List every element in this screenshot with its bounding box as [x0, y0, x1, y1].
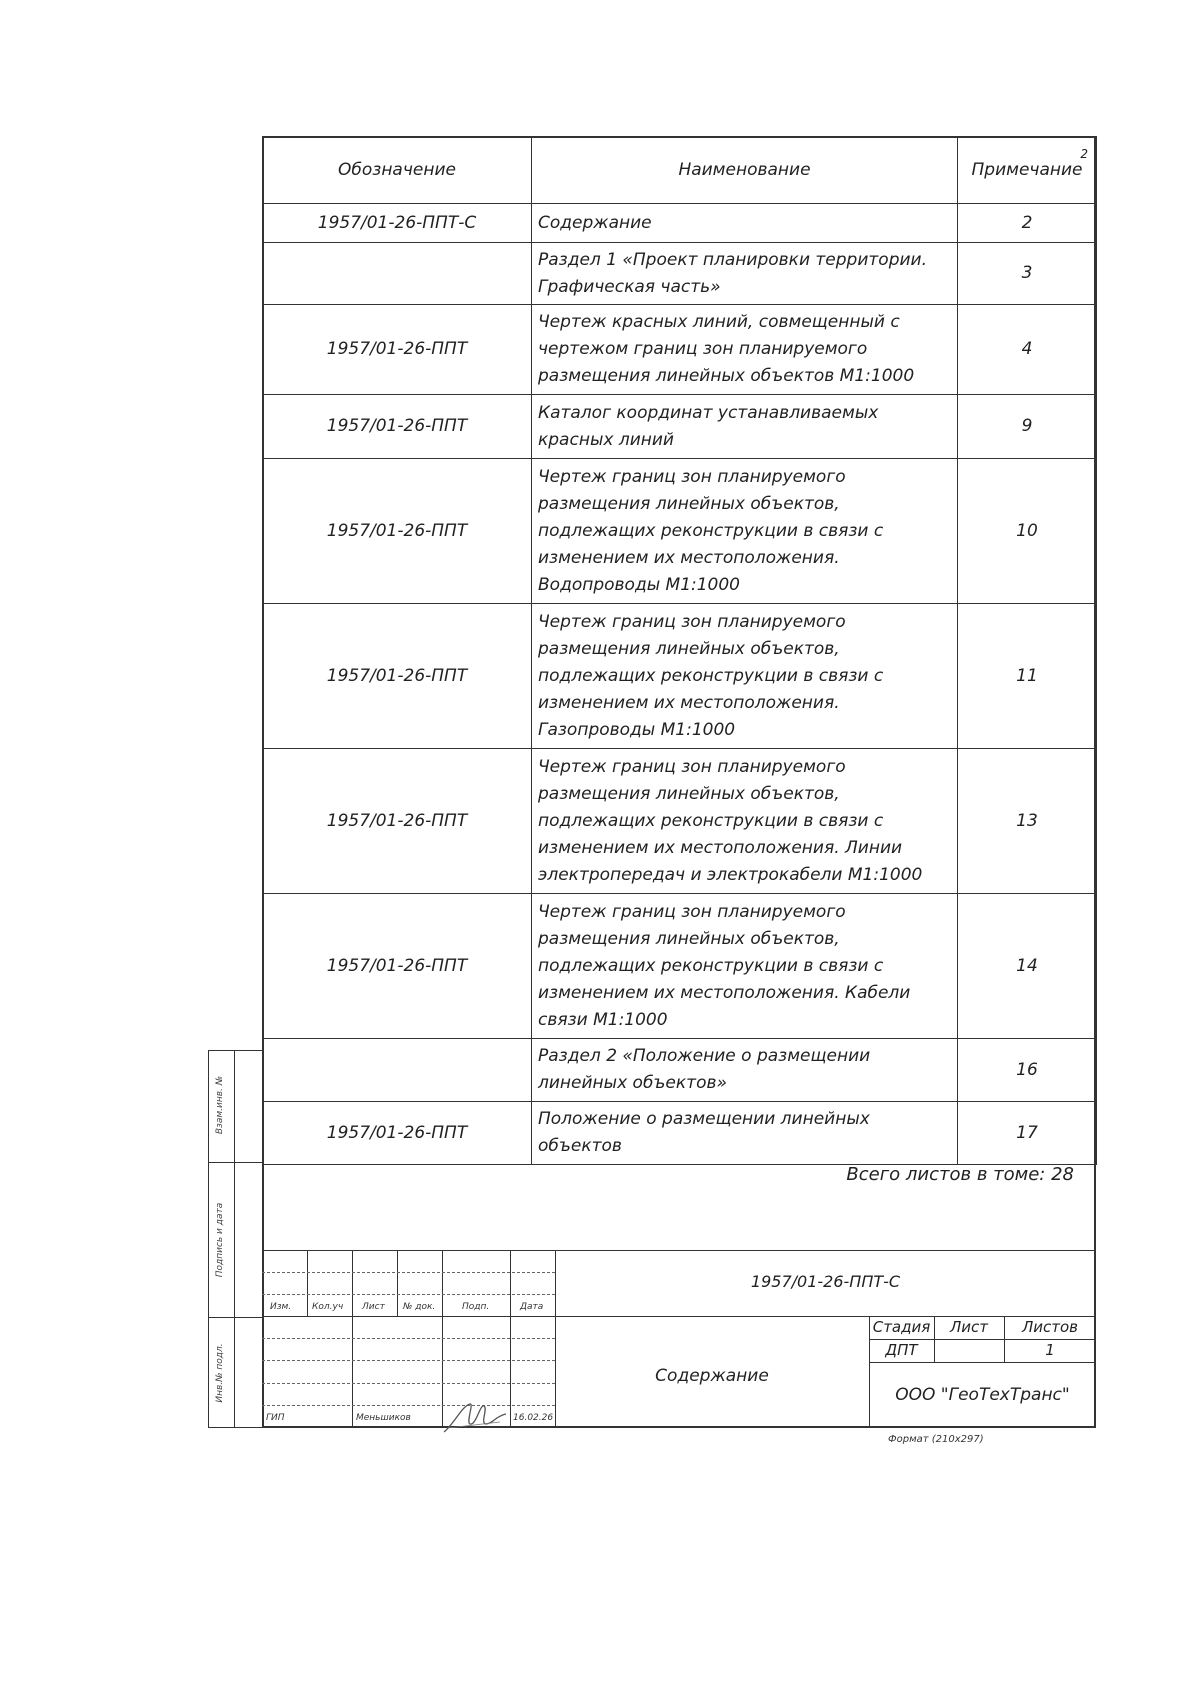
- row-name: Каталог координат устанавливаемых красных линий: [532, 395, 958, 459]
- table-row: [263, 459, 1097, 604]
- column-header-note-label: Примечание: [971, 159, 1083, 180]
- row-designation: [263, 1039, 532, 1102]
- table-header-row: [263, 137, 1097, 204]
- header-sign: Подп.: [462, 1302, 490, 1312]
- sheet-label: Лист: [949, 1318, 988, 1336]
- company-name: ООО "ГеоТехТранс": [895, 1385, 1070, 1405]
- signature-image: [440, 1398, 510, 1438]
- page-number: 2: [1080, 147, 1088, 161]
- grid-v1: [307, 1250, 308, 1316]
- row-name: Положение о размещении линейных объектов: [532, 1102, 958, 1165]
- grid-h6: [262, 1405, 555, 1406]
- table-row: [263, 1039, 1097, 1102]
- side-label-inv-orig: Инв.№ подл.: [215, 1343, 225, 1403]
- row-note: 11: [958, 604, 1097, 749]
- row-name: Чертеж границ зон планируемого размещения линейных объектов, подлежащих реконструкции в связи с изменением их местоположения. Водопроводы М1:1000: [532, 459, 958, 604]
- column-header-designation: Обозначение: [263, 137, 532, 204]
- row-designation: 1957/01-26-ППТ: [263, 749, 532, 894]
- stage-label: Стадия: [872, 1318, 931, 1336]
- header-izm: Изм.: [270, 1302, 292, 1312]
- row-note: 4: [958, 305, 1097, 395]
- grid-h2: [262, 1294, 555, 1295]
- row-designation: 1957/01-26-ППТ: [263, 395, 532, 459]
- total-sheets: Всего листов в томе: 28: [846, 1164, 1074, 1185]
- grid-h4: [262, 1360, 555, 1361]
- column-header-name: Наименование: [532, 137, 958, 204]
- header-date: Дата: [520, 1302, 544, 1312]
- grid-h5: [262, 1383, 555, 1384]
- row-name: Раздел 1 «Проект планировки территории. Графическая часть»: [532, 243, 958, 305]
- table-row: [263, 1102, 1097, 1165]
- row-designation: 1957/01-26-ППТ: [263, 305, 532, 395]
- row-name: Содержание: [532, 204, 958, 243]
- grid-v3: [397, 1250, 398, 1316]
- grid-v5: [510, 1250, 511, 1428]
- sheets-value: 1: [1045, 1341, 1055, 1359]
- side-label-sign-date: Подпись и дата: [215, 1202, 225, 1278]
- stage-line-1: [869, 1339, 1096, 1340]
- stage-value: ДПТ: [885, 1341, 918, 1359]
- row-note: 14: [958, 894, 1097, 1039]
- header-list: Лист: [362, 1302, 385, 1312]
- grid-h3: [262, 1338, 555, 1339]
- grid-v2: [352, 1250, 353, 1428]
- stage-line-2: [869, 1362, 1096, 1363]
- row-designation: 1957/01-26-ППТ: [263, 894, 532, 1039]
- row-note: 2: [958, 204, 1097, 243]
- row-note: 10: [958, 459, 1097, 604]
- row-designation: [263, 243, 532, 305]
- title-block-top-line: [262, 1250, 1096, 1251]
- side-stamp-sep-2: [208, 1317, 262, 1318]
- header-doc-no: № док.: [403, 1302, 436, 1312]
- column-header-note: [958, 137, 1097, 204]
- title-block-mid-line: [262, 1316, 1096, 1317]
- sign-date: 16.02.26: [513, 1413, 554, 1423]
- grid-h1: [262, 1272, 555, 1273]
- row-name: Чертеж границ зон планируемого размещения линейных объектов, подлежащих реконструкции в связи с изменением их местоположения. Линии электропередач и электрокабели М1:1000: [532, 749, 958, 894]
- row-note: 13: [958, 749, 1097, 894]
- row-name: Раздел 2 «Положение о размещении линейных объектов»: [532, 1039, 958, 1102]
- table-row: [263, 395, 1097, 459]
- sheets-label: Листов: [1021, 1318, 1079, 1336]
- table-row: [263, 305, 1097, 395]
- document-title: Содержание: [655, 1366, 769, 1386]
- side-stamp-sep-1: [208, 1162, 262, 1163]
- table-row: [263, 604, 1097, 749]
- row-designation: 1957/01-26-ППТ: [263, 604, 532, 749]
- side-label-replace-inv: Взам.инв. №: [215, 1075, 225, 1135]
- contents-table: [262, 136, 1097, 1165]
- row-designation: 1957/01-26-ППТ: [263, 1102, 532, 1165]
- row-note: 3: [958, 243, 1097, 305]
- row-name: Чертеж красных линий, совмещенный с чертежом границ зон планируемого размещения линейных объектов М1:1000: [532, 305, 958, 395]
- header-kol-uch: Кол.уч: [312, 1302, 344, 1312]
- row-name: Чертеж границ зон планируемого размещения линейных объектов, подлежащих реконструкции в связи с изменением их местоположения. Газопроводы М1:1000: [532, 604, 958, 749]
- table-row: [263, 749, 1097, 894]
- format-label: Формат (210х297): [888, 1434, 984, 1445]
- row-name: Чертеж границ зон планируемого размещения линейных объектов, подлежащих реконструкции в связи с изменением их местоположения. Кабели связи М1:1000: [532, 894, 958, 1039]
- row-designation: 1957/01-26-ППТ-С: [263, 204, 532, 243]
- person-name: Меньшиков: [356, 1413, 411, 1423]
- side-stamp-divider: [234, 1050, 235, 1428]
- row-note: 17: [958, 1102, 1097, 1165]
- row-note: 9: [958, 395, 1097, 459]
- table-row: [263, 204, 1097, 243]
- row-note: 16: [958, 1039, 1097, 1102]
- table-row: [263, 243, 1097, 305]
- row-designation: 1957/01-26-ППТ: [263, 459, 532, 604]
- role-label: ГИП: [266, 1413, 285, 1423]
- table-row: [263, 894, 1097, 1039]
- document-code: 1957/01-26-ППТ-С: [750, 1272, 901, 1291]
